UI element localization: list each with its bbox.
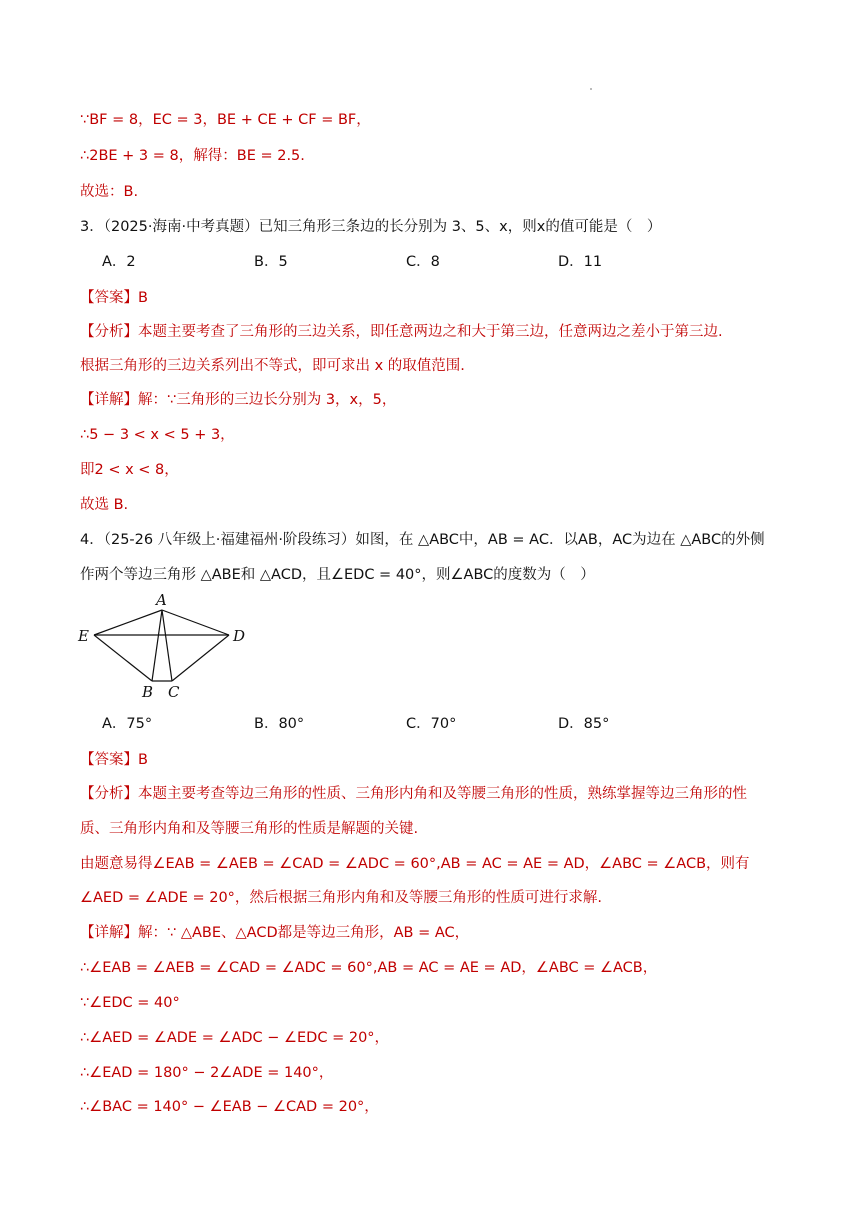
q4-detail-6: ∴∠BAC = 140° − ∠EAB − ∠CAD = 20°， <box>80 1099 379 1115</box>
q3-option-a: A．2 <box>102 254 136 270</box>
q4-detail-3: ∵∠EDC = 40° <box>80 995 180 1011</box>
q3-detail-2: ∴5 − 3 < x < 5 + 3， <box>80 427 235 443</box>
q4-analysis-3: 由题意易得∠EAB = ∠AEB = ∠CAD = ∠ADC = 60°,AB = AC = AE = AD，∠ABC = ∠ACB，则有 <box>80 856 750 872</box>
q4-stem-2: 作两个等边三角形 △ABE和 △ACD，且∠EDC = 40°，则∠ABC的度数为（ ） <box>80 567 595 583</box>
q3-option-d: D．11 <box>558 254 603 270</box>
triangle-diagram <box>76 590 252 702</box>
segment-ad <box>162 610 229 635</box>
label-c: C <box>168 683 180 701</box>
q4-detail-2: ∴∠EAB = ∠AEB = ∠CAD = ∠ADC = 60°,AB = AC = AE = AD，∠ABC = ∠ACB， <box>80 960 658 976</box>
q4-detail-5: ∴∠EAD = 180° − 2∠ADE = 140°， <box>80 1065 334 1081</box>
q3-detail-4: 故选 B. <box>80 497 129 513</box>
q3-option-c: C．8 <box>406 254 440 270</box>
q3-stem: 3．（2025·海南·中考真题）已知三角形三条边的长分别为 3、5、x，则x的值可能是（ ） <box>80 219 662 235</box>
segment-eb <box>94 635 152 681</box>
q4-stem-1: 4．（25-26 八年级上·福建福州·阶段练习）如图，在 △ABC中，AB = AC．以AB，AC为边在 △ABC的外侧 <box>80 532 765 548</box>
q4-detail-1: 【详解】解：∵ △ABE、△ACD都是等边三角形，AB = AC， <box>80 925 470 941</box>
q4-option-d: D．85° <box>558 716 610 732</box>
label-a: A <box>156 591 167 609</box>
q3-detail-1: 【详解】解：∵三角形的三边长分别为 3，x，5， <box>80 392 397 408</box>
q4-option-c: C．70° <box>406 716 457 732</box>
q3-options <box>102 252 710 272</box>
solution-line-1: ∵BF = 8，EC = 3，BE + CE + CF = BF， <box>80 112 371 128</box>
scan-dot <box>590 88 592 90</box>
q4-detail-4: ∴∠AED = ∠ADE = ∠ADC − ∠EDC = 20°， <box>80 1030 390 1046</box>
q4-option-a: A．75° <box>102 716 153 732</box>
q4-option-b: B．80° <box>254 716 305 732</box>
q4-answer: 【答案】B <box>80 752 148 768</box>
q3-answer: 【答案】B <box>80 290 148 306</box>
segment-ae <box>94 610 162 635</box>
label-e: E <box>78 627 89 645</box>
q4-analysis-2: 质、三角形内角和及等腰三角形的性质是解题的关键. <box>80 821 419 837</box>
label-b: B <box>142 683 154 701</box>
label-d: D <box>233 627 246 645</box>
segment-ac <box>162 610 172 681</box>
segment-cd <box>172 635 229 681</box>
q4-analysis-1: 【分析】本题主要考查等边三角形的性质、三角形内角和及等腰三角形的性质，熟练掌握等边三角形的性 <box>80 786 747 802</box>
q3-detail-3: 即2 < x < 8， <box>80 462 179 478</box>
q3-option-b: B．5 <box>254 254 288 270</box>
solution-line-2: ∴2BE + 3 = 8，解得：BE = 2.5. <box>80 148 305 164</box>
q3-analysis-1: 【分析】本题主要考查了三角形的三边关系，即任意两边之和大于第三边，任意两边之差小于第三边. <box>80 324 723 340</box>
q4-options <box>102 714 710 734</box>
q4-analysis-4: ∠AED = ∠ADE = 20°，然后根据三角形内角和及等腰三角形的性质可进行求解. <box>80 890 603 906</box>
segment-ab <box>152 610 162 681</box>
solution-line-3: 故选：B. <box>80 184 139 200</box>
q3-analysis-2: 根据三角形的三边关系列出不等式，即可求出 x 的取值范围. <box>80 358 465 374</box>
